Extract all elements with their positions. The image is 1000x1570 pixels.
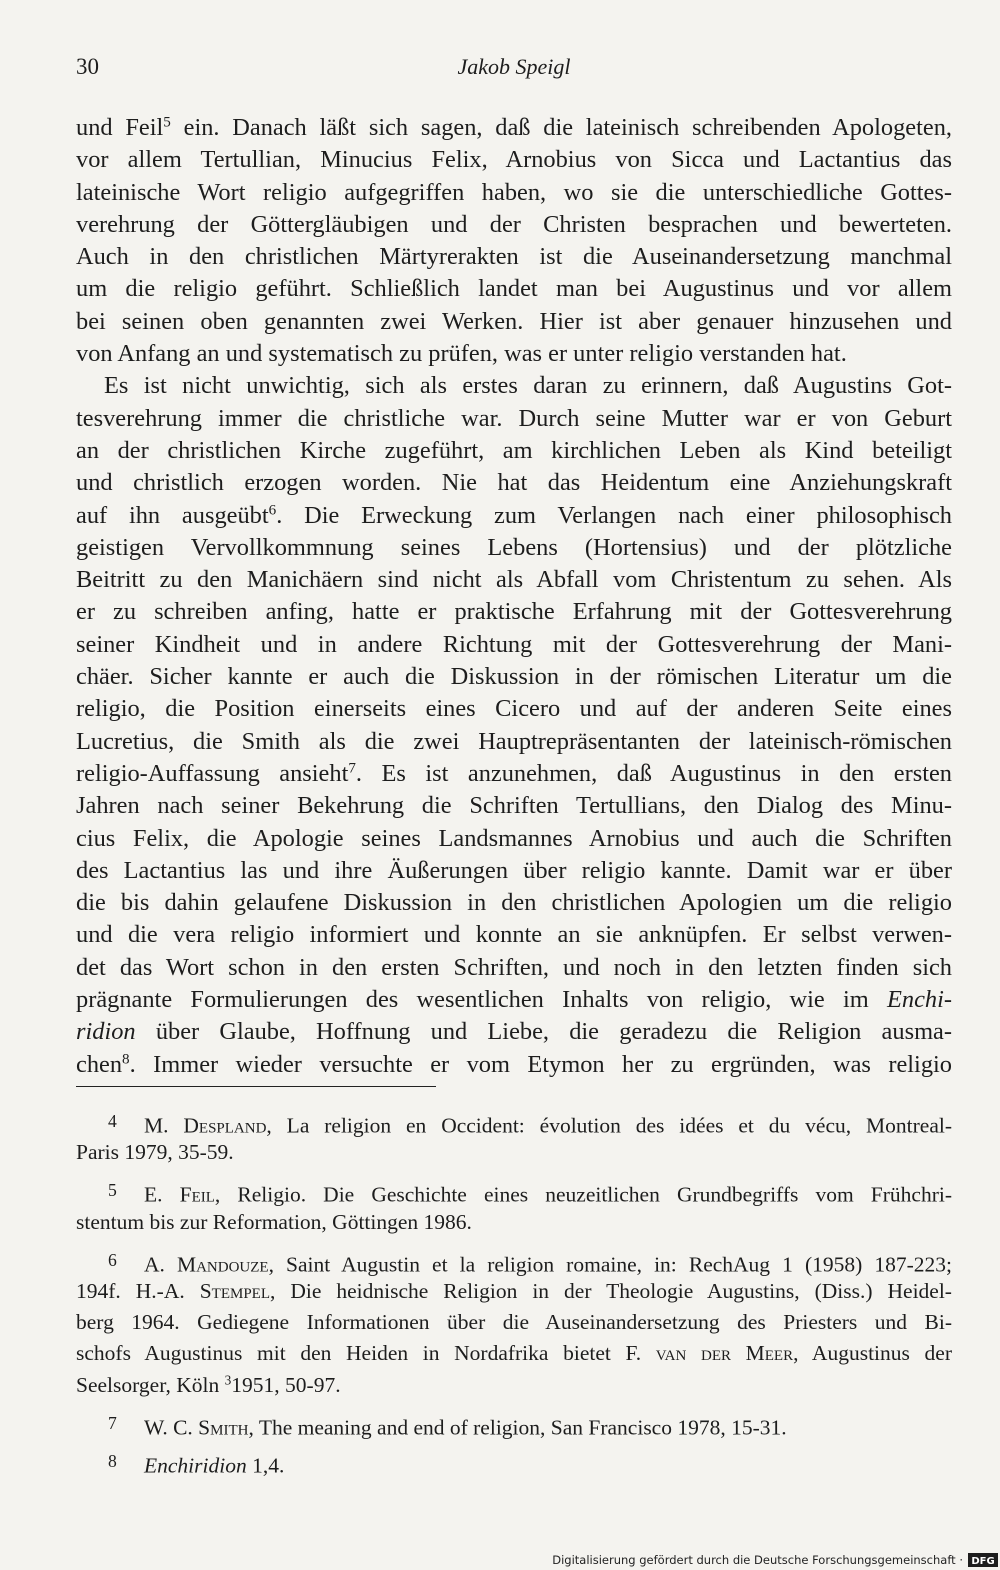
footnote-6 [76, 1245, 952, 1401]
footnote-spacer [76, 1168, 952, 1175]
text-line: Lucretius, die Smith als die zwei Hauptrepräsentanten der lateinisch-römischen [76, 727, 952, 755]
text-line: bei seinen oben genannten zwei Werken. Hier ist aber genauer hinzusehen und [76, 307, 952, 335]
footnote-line: berg 1964. Gediegene Informationen über die Auseinandersetzung des Priesters und Bi- [76, 1310, 952, 1335]
text-line: tesverehrung immer die christliche war. Durch seine Mutter war er von Geburt [76, 404, 952, 432]
text-line: chäer. Sicher kannte er auch die Diskussion in der römischen Literatur um die [76, 663, 952, 691]
text-line: und christlich erzogen worden. Nie hat das Heidentum eine Anziehungskraft [76, 469, 952, 497]
footnote-line: 7 W. C. Smith, The meaning and end of religion, San Francisco 1978, 15-31. [76, 1408, 952, 1439]
text-line: prägnante Formulierungen des wesentlichen Inhalts von religio, wie im Enchi- [76, 986, 952, 1014]
main-text [76, 112, 952, 1081]
text-line: und die vera religio informiert und konnte an sie anknüpfen. Er selbst verwen- [76, 921, 952, 949]
footnote-line: 5 E. Feil, Religio. Die Geschichte eines neuzeitlichen Grundbegriffs vom Frühchri- [76, 1175, 952, 1206]
text-line: des Lactantius las und ihre Äußerungen über religio kannte. Damit war er über [76, 856, 952, 884]
page-number: 30 [76, 54, 99, 79]
digitization-footer [544, 1550, 1000, 1570]
footnote-number: 8 [108, 1450, 117, 1471]
footnote-line: 6 A. Mandouze, Saint Augustin et la religion romaine, in: RechAug 1 (1958) 187-223; [76, 1245, 952, 1276]
text-line: und Feil$^5$ ein. Danach läßt sich sagen, daß die lateinisch schreibenden Apologeten, [76, 114, 952, 141]
footnote-5 [76, 1175, 952, 1237]
footnote-7 [76, 1408, 952, 1439]
footnote-line: Paris 1979, 35-59. [76, 1140, 234, 1165]
text-line: ridion über Glaube, Hoffnung und Liebe, die geradezu die Religion ausma- [76, 1018, 952, 1046]
footnote-line: 8 Enchiridion 1,4. [76, 1446, 952, 1477]
footnote-number: 7 [108, 1412, 117, 1433]
text-line: Es ist nicht unwichtig, sich als erstes daran zu erinnern, daß Augustins Got- [104, 372, 952, 400]
text-line: Auch in den christlichen Märtyrerakten ist die Auseinandersetzung manchmal [76, 243, 952, 271]
dfg-logo-icon [968, 1553, 998, 1567]
footnote-number: 6 [108, 1249, 117, 1270]
text-line: seiner Kindheit und in andere Richtung mit der Gottesverehrung der Mani- [76, 630, 952, 658]
text-line: um die religio geführt. Schließlich landet man bei Augustinus und vor allem [76, 275, 952, 303]
page-header [76, 54, 952, 88]
footnote-line: 194f. H.-A. Stempel, Die heidnische Religion in der Theologie Augustins, (Diss.) Heidel- [76, 1278, 952, 1303]
footnote-line: Seelsorger, Köln $^3$1951, 50-97. [76, 1372, 341, 1397]
text-line: verehrung der Göttergläubigen und der Christen besprachen und bewerteten. [76, 210, 952, 238]
text-line: religio-Auffassung ansieht$^7$. Es ist anzunehmen, daß Augustinus in den ersten [76, 759, 952, 787]
footer-credit: Digitalisierung gefördert durch die Deutsche Forschungsgemeinschaft · [552, 1553, 963, 1567]
text-line: auf ihn ausgeübt$^6$. Die Erweckung zum Verlangen nach einer philosophisch [76, 501, 952, 529]
text-line: Jahren nach seiner Bekehrung die Schriften Tertullians, den Dialog des Minu- [76, 792, 952, 820]
text-line: lateinische Wort religio aufgegriffen haben, wo sie die unterschiedliche Gottes- [76, 178, 952, 206]
text-line: vor allem Tertullian, Minucius Felix, Arnobius von Sicca und Lactantius das [76, 146, 952, 174]
footnote-spacer [76, 1401, 952, 1408]
text-line: von Anfang an und systematisch zu prüfen, was er unter religio verstanden hat. [76, 340, 847, 368]
running-head: Jakob Speigl [457, 54, 571, 79]
text-line: Beitritt zu den Manichäern sind nicht als Abfall vom Christentum zu sehen. Als [76, 566, 952, 594]
footnote-number: 4 [108, 1111, 117, 1131]
text-line: religio, die Position einerseits eines Cicero und auf der anderen Seite eines [76, 695, 952, 723]
text-line: an der christlichen Kirche zugeführt, am kirchlichen Leben als Kind beteiligt [76, 436, 952, 464]
footnote-line: 4 M. Despland, La religion en Occident: évolution des idées et du vécu, Montreal- [76, 1106, 952, 1137]
svg-text:DFG: DFG [971, 1556, 995, 1567]
footnote-divider [76, 1086, 436, 1087]
footnote-line: stentum bis zur Reformation, Göttingen 1986. [76, 1209, 472, 1234]
text-line: geistigen Vervollkommnung seines Lebens (Hortensius) und der plötzliche [76, 533, 952, 561]
footnote-number: 5 [108, 1180, 117, 1201]
text-line: er zu schreiben anfing, hatte er praktische Erfahrung mit der Gottesverehrung [76, 598, 952, 626]
text-line: det das Wort schon in den ersten Schriften, und noch in den letzten finden sich [76, 953, 952, 981]
footnote-spacer [76, 1238, 952, 1245]
footnote-spacer [76, 1439, 952, 1446]
text-line: chen$^8$. Immer wieder versuchte er vom Etymon her zu ergründen, was religio [76, 1050, 952, 1078]
footnotes [76, 1106, 952, 1477]
footnote-4 [76, 1106, 952, 1168]
text-line: die bis dahin gelaufene Diskussion in den christlichen Apologien um die religio [76, 889, 952, 917]
footnote-line: schofs Augustinus mit den Heiden in Nordafrika bietet F. van der Meer, Augustinus der [76, 1341, 952, 1366]
text-line: cius Felix, die Apologie seines Landsmannes Arnobius und auch die Schriften [76, 824, 952, 852]
footnote-8 [76, 1446, 952, 1477]
